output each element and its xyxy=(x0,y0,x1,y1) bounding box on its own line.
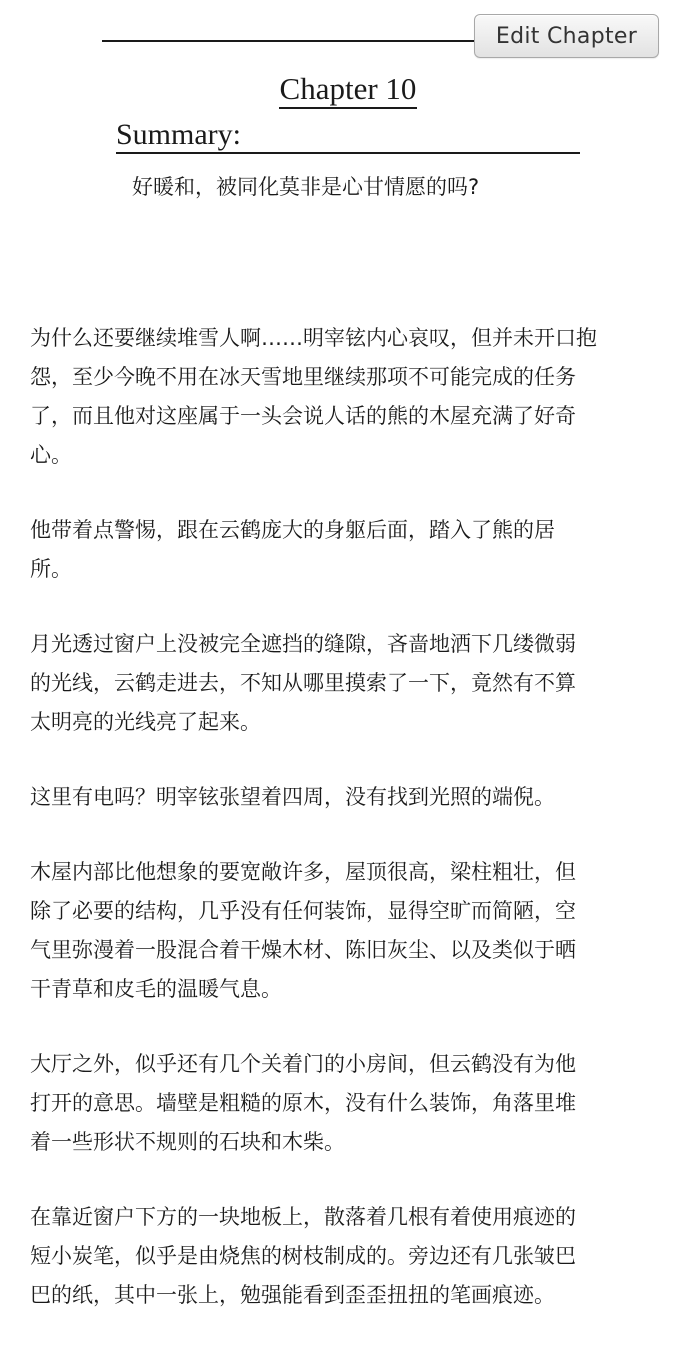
paragraph: 大厅之外，似乎还有几个关着门的小房间，但云鹤没有为他 打开的意思。墙壁是粗糙的原木，没有什么装饰，角落里堆 着一些形状不规则的石块和木柴。 xyxy=(30,1052,576,1154)
paragraph: 这里有电吗？明宰铉张望着四周，没有找到光照的端倪。 xyxy=(30,785,555,809)
chapter-title xyxy=(0,70,696,109)
edit-chapter-button[interactable]: Edit Chapter xyxy=(474,14,659,58)
paragraph: 他带着点警惕，跟在云鹤庞大的身躯后面，踏入了熊的居 所。 xyxy=(30,518,555,581)
summary-text: 好暖和，被同化莫非是心甘情愿的吗? xyxy=(132,175,480,199)
summary-heading: Summary: xyxy=(116,118,580,154)
paragraph: 在靠近窗户下方的一块地板上，散落着几根有着使用痕迹的 短小炭笔，似乎是由烧焦的树枝制成的。旁边还有几张皱巴 巴的纸，其中一张上，勉强能看到歪歪扭扭的笔画痕迹。 xyxy=(30,1205,576,1307)
paragraph: 为什么还要继续堆雪人啊……明宰铉内心哀叹，但并未开口抱 怨，至少今晚不用在冰天雪地里继续那项不可能完成的任务 了，而且他对这座属于一头会说人话的熊的木屋充满了好奇 心。 xyxy=(30,326,597,467)
paragraph: 月光透过窗户上没被完全遮挡的缝隙，吝啬地洒下几缕微弱 的光线，云鹤走进去，不知从哪里摸索了一下，竟然有不算 太明亮的光线亮了起来。 xyxy=(30,632,576,734)
paragraph: 木屋内部比他想象的要宽敞许多，屋顶很高，梁柱粗壮，但 除了必要的结构，几乎没有任何装饰，显得空旷而简陋，空 气里弥漫着一股混合着干燥木材、陈旧灰尘、以及类似于晒 干青草和皮毛的温暖气息。 xyxy=(30,860,576,1001)
header-divider xyxy=(102,40,476,42)
chapter-body xyxy=(30,319,666,1351)
chapter-title-text: Chapter 10 xyxy=(279,71,418,109)
